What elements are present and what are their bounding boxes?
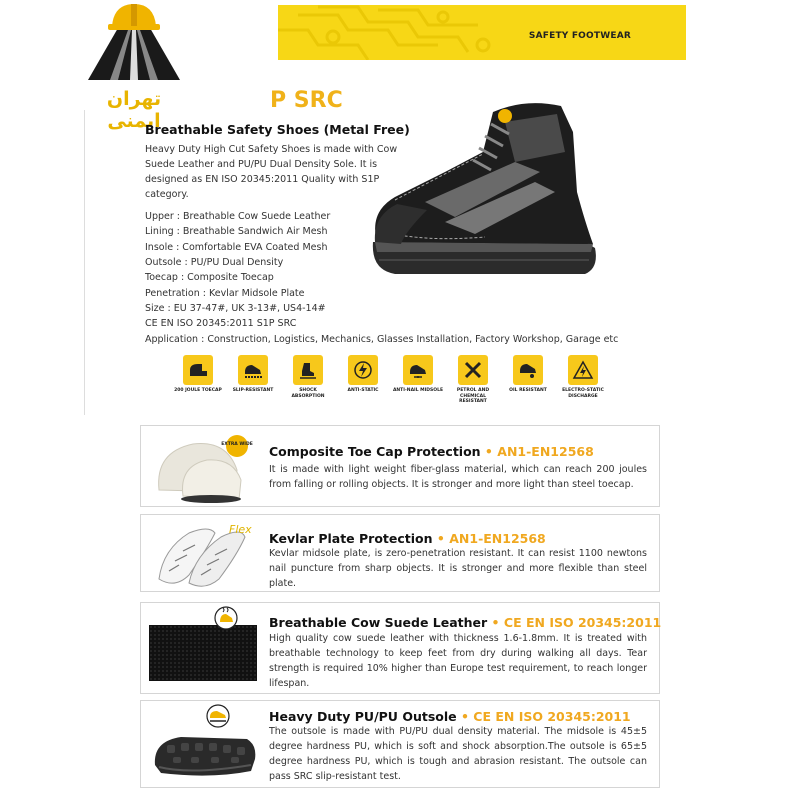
banner-pattern	[278, 5, 528, 60]
card-body: It is made with light weight fiber-glass material, which can reach 200 joules from falling or rolling objects. It is stronger and more light than steel toecap.	[269, 464, 647, 490]
feature-esd: ELECTRO-STATIC DISCHARGE	[557, 355, 609, 399]
feature-card-kevlar	[140, 514, 660, 592]
esd-icon	[568, 355, 598, 385]
header-banner	[278, 5, 686, 60]
spec-penetration: Penetration : Kevlar Midsole Plate	[145, 288, 305, 299]
feature-icons	[172, 355, 612, 405]
spec-toecap: Toecap : Composite Toecap	[145, 272, 274, 283]
feature-anti-static: ANTI-STATIC	[337, 355, 389, 394]
safety-shoe-image	[365, 92, 600, 287]
slip-resistant-icon	[238, 355, 268, 385]
anti-nail-icon	[403, 355, 433, 385]
feature-oil-resistant: OIL RESISTANT	[502, 355, 554, 394]
feature-shock-absorption: SHOCK ABSORPTION	[282, 355, 334, 399]
spec-lining: Lining : Breathable Sandwich Air Mesh	[145, 226, 328, 237]
spec-size: Size : EU 37-47#, UK 3-13#, US4-14#	[145, 303, 326, 314]
kevlar-plate-image	[149, 519, 261, 589]
toecap-icon	[183, 355, 213, 385]
card-title: Heavy Duty PU/PU Outsole • CE EN ISO 20345:2011	[269, 709, 631, 724]
feature-petrol-chemical: PETROL AND CHEMICAL RESISTANT	[447, 355, 499, 405]
feature-card-toecap	[140, 425, 660, 507]
product-title: Breathable Safety Shoes (Metal Free)	[145, 122, 410, 137]
oil-resistant-icon	[513, 355, 543, 385]
logo-text: تهران ایمنی	[106, 88, 162, 132]
spec-certification: CE EN ISO 20345:2011 S1P SRC	[145, 318, 297, 329]
card-body: High quality cow suede leather with thickness 1.6-1.8mm. It is treated with breathable technology to keep feet from dry during walking all days. Tear strength is required 10% higher than Europe test requirement, to reach longer lifespan.	[269, 633, 647, 689]
anti-static-icon	[348, 355, 378, 385]
breathable-icon	[213, 605, 239, 631]
card-title: Kevlar Plate Protection • AN1-EN12568	[269, 531, 546, 546]
feature-anti-nail: ANTI-NAIL MIDSOLE	[392, 355, 444, 394]
card-body: The outsole is made with PU/PU dual density material. The midsole is 45±5 degree hardness PU, which is soft and shock absorption.The outsole is 65±5 degree hardness PU, which is tough and abrasion resistant. The outsole can pass SRC slip-resistant test.	[269, 726, 647, 782]
product-description: Heavy Duty High Cut Safety Shoes is made with Cow Suede Leather and PU/PU Dual Density Sole. It is designed as EN ISO 20345:2011 Quality with S1P category.	[145, 144, 398, 200]
spec-upper: Upper : Breathable Cow Suede Leather	[145, 211, 331, 222]
feature-slip-resistant: SLIP-RESISTANT	[227, 355, 279, 394]
divider-line	[84, 110, 85, 415]
outsole-image	[151, 725, 259, 781]
extra-wide-badge: EXTRA WIDE	[221, 442, 253, 447]
spec-insole: Insole : Comfortable EVA Coated Mesh	[145, 242, 328, 253]
card-title: Breathable Cow Suede Leather • CE EN ISO 20345:2011	[269, 615, 662, 630]
spec-outsole: Outsole : PU/PU Dual Density	[145, 257, 284, 268]
feature-card-outsole	[140, 700, 660, 788]
toecap-image	[149, 430, 261, 504]
banner-title: SAFETY FOOTWEAR	[528, 31, 631, 41]
spec-application: Application : Construction, Logistics, Mechanics, Glasses Installation, Factory Workshop, Garage etc	[145, 334, 619, 345]
model-code: P SRC	[270, 88, 343, 113]
suede-leather-image	[149, 625, 257, 681]
shock-absorption-icon	[293, 355, 323, 385]
petrol-chemical-icon	[458, 355, 488, 385]
card-body: Kevlar midsole plate, is zero-penetration resistant. It can resist 1100 newtons nail puncture from sharp objects. It is stronger and more flexible than steel plate.	[269, 548, 647, 589]
feature-toecap: 200 JOULE TOECAP	[172, 355, 224, 394]
flex-label: Flex	[229, 523, 252, 536]
company-logo	[88, 0, 180, 80]
feature-card-suede	[140, 602, 660, 694]
card-title: Composite Toe Cap Protection • AN1-EN12568	[269, 444, 594, 459]
